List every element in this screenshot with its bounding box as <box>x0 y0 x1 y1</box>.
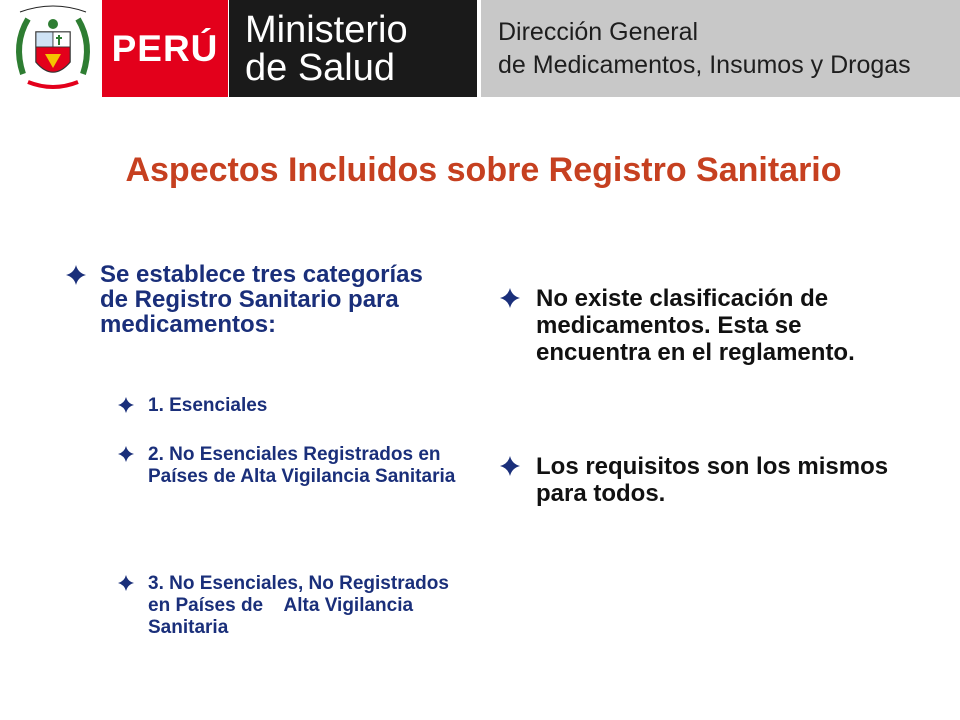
list-item <box>118 573 458 639</box>
four-petal-diamond-icon <box>118 573 148 639</box>
left-main-bullet <box>66 262 456 337</box>
list-item <box>118 395 458 419</box>
directorate-line-2: de Medicamentos, Insumos y Drogas <box>498 50 911 79</box>
four-petal-diamond-icon <box>500 453 536 507</box>
ministry-label <box>229 0 477 97</box>
peru-label: PERÚ <box>102 0 228 97</box>
list-item-text: 1. Esenciales <box>148 395 268 416</box>
four-petal-diamond-icon <box>66 262 100 337</box>
right-bullet-text: Los requisitos son los mismos para todos. <box>536 453 889 507</box>
four-petal-diamond-icon <box>118 395 148 419</box>
four-petal-diamond-icon <box>118 444 148 488</box>
directorate-line-1: Dirección General <box>498 17 699 46</box>
list-item-text: 2. No Esenciales Registrados en Países de Alta Vigilancia Sanitaria <box>148 444 456 487</box>
four-petal-diamond-icon <box>500 285 536 366</box>
directorate-label <box>481 0 960 97</box>
right-bullet <box>500 453 890 507</box>
ministry-line-1: Ministerio <box>245 8 408 51</box>
list-item <box>118 444 458 488</box>
list-item-text: 3. No Esenciales, No Registrados en Países de Alta Vigilancia Sanitaria <box>148 573 455 638</box>
header-banner <box>0 0 960 100</box>
ministry-line-2: de Salud <box>245 46 396 89</box>
peru-coat-of-arms-icon <box>8 4 98 94</box>
right-bullet-text: No existe clasificación de medicamentos. Esta se encuentra en el reglamento. <box>536 285 855 366</box>
slide-title: Aspectos Incluidos sobre Registro Sanitario <box>125 151 842 189</box>
right-bullet <box>500 285 890 366</box>
left-main-text: Se establece tres categorías de Registro Sanitario para medicamentos: <box>100 261 423 338</box>
